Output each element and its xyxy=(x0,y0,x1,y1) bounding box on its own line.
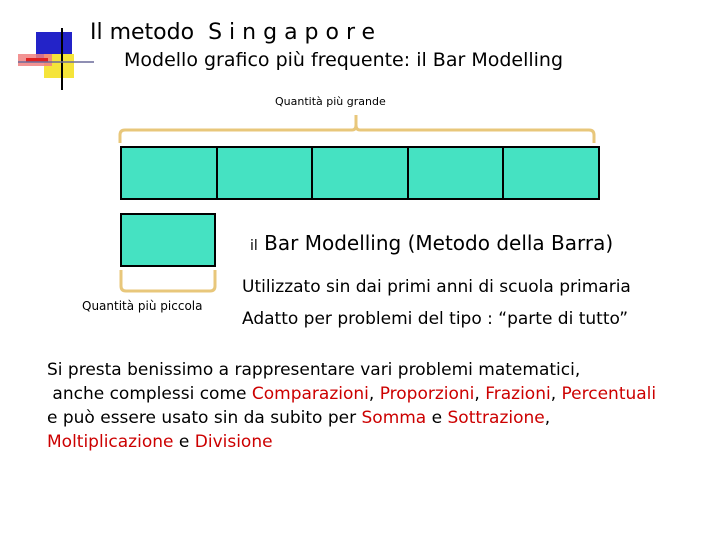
title-main: Il metodo xyxy=(90,20,195,45)
big-quantity-brace xyxy=(120,115,594,143)
paragraph-line-2 xyxy=(47,382,707,406)
sep: e xyxy=(173,432,195,452)
small-quantity-label: Quantità più piccola xyxy=(82,299,203,313)
sep: , xyxy=(544,408,551,428)
term-somma: Somma xyxy=(361,408,427,428)
bar-unit xyxy=(216,146,314,200)
big-quantity-bar xyxy=(120,146,600,200)
bar-unit xyxy=(311,146,409,200)
term-sottrazione: Sottrazione xyxy=(447,408,545,428)
slide-subtitle: Modello grafico più frequente: il Bar Modelling xyxy=(124,49,564,71)
paragraph-line-4 xyxy=(47,430,707,454)
term-percentuali: Percentuali xyxy=(561,384,657,404)
point-1: Utilizzato sin dai primi anni di scuola primaria xyxy=(242,277,631,297)
point-2: Adatto per problemi del tipo : “parte di tutto” xyxy=(242,309,629,329)
big-quantity-label: Quantità più grande xyxy=(275,95,386,108)
term-comparazioni: Comparazioni xyxy=(251,384,369,404)
bar-unit xyxy=(407,146,505,200)
line2-prefix: anche complessi come xyxy=(47,384,252,404)
bar-unit xyxy=(120,146,218,200)
small-quantity-brace xyxy=(121,270,215,291)
term-frazioni: Frazioni xyxy=(485,384,551,404)
sep: , xyxy=(550,384,562,404)
paragraph-line-1: Si presta benissimo a rappresentare vari problemi matematici, xyxy=(47,360,581,380)
line3-prefix: e può essere usato sin da subito per xyxy=(47,408,362,428)
description-paragraph xyxy=(47,358,707,454)
bar-modelling-heading xyxy=(250,231,613,255)
heading-prefix: il xyxy=(250,238,258,254)
sep: , xyxy=(368,384,380,404)
term-proporzioni: Proporzioni xyxy=(379,384,475,404)
heading-text: Bar Modelling (Metodo della Barra) xyxy=(264,231,614,255)
bar-unit xyxy=(502,146,600,200)
title-singapore: Singapore xyxy=(208,20,383,45)
sep: e xyxy=(426,408,448,428)
sep: , xyxy=(474,384,486,404)
term-divisione: Divisione xyxy=(194,432,273,452)
small-quantity-bar xyxy=(120,213,216,267)
term-moltiplicazione: Moltiplicazione xyxy=(47,432,174,452)
paragraph-line-3 xyxy=(47,406,707,430)
